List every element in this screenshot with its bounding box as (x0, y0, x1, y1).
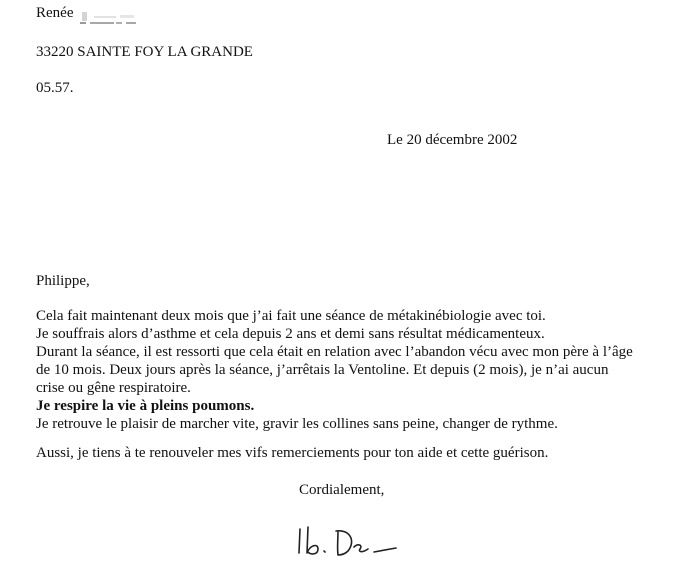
body-line: Durant la séance, il est ressorti que cela était en relation avec l’abandon vécu avec mon père à l’âge (36, 344, 633, 360)
thanks-paragraph: Aussi, je tiens à te renouveler mes vifs remerciements pour ton aide et cette guérison. (36, 445, 549, 461)
letter-body (36, 307, 676, 433)
body-line: Cela fait maintenant deux mois que j’ai fait une séance de métakinébiologie avec toi. (36, 308, 546, 324)
body-line: Je retrouve le plaisir de marcher vite, gravir les collines sans peine, changer de rythme. (36, 416, 558, 432)
redaction-mark (80, 10, 150, 26)
sender-phone: 05.57. (36, 80, 74, 96)
body-line: de 10 mois. Deux jours après la séance, j’arrêtais la Ventoline. Et depuis (2 mois), je n’ai aucun (36, 362, 609, 378)
handwritten-signature (288, 515, 408, 565)
body-line-emphasis: Je respire la vie à pleins poumons. (36, 398, 255, 414)
letter-date: Le 20 décembre 2002 (387, 132, 518, 148)
sender-name: Renée (36, 5, 74, 21)
closing: Cordialement, (299, 482, 385, 498)
sender-address: 33220 SAINTE FOY LA GRANDE (36, 44, 253, 60)
body-line: Je souffrais alors d’asthme et cela depuis 2 ans et demi sans résultat médicamenteux. (36, 326, 545, 342)
body-line: crise ou gêne respiratoire. (36, 380, 191, 396)
salutation: Philippe, (36, 273, 90, 289)
